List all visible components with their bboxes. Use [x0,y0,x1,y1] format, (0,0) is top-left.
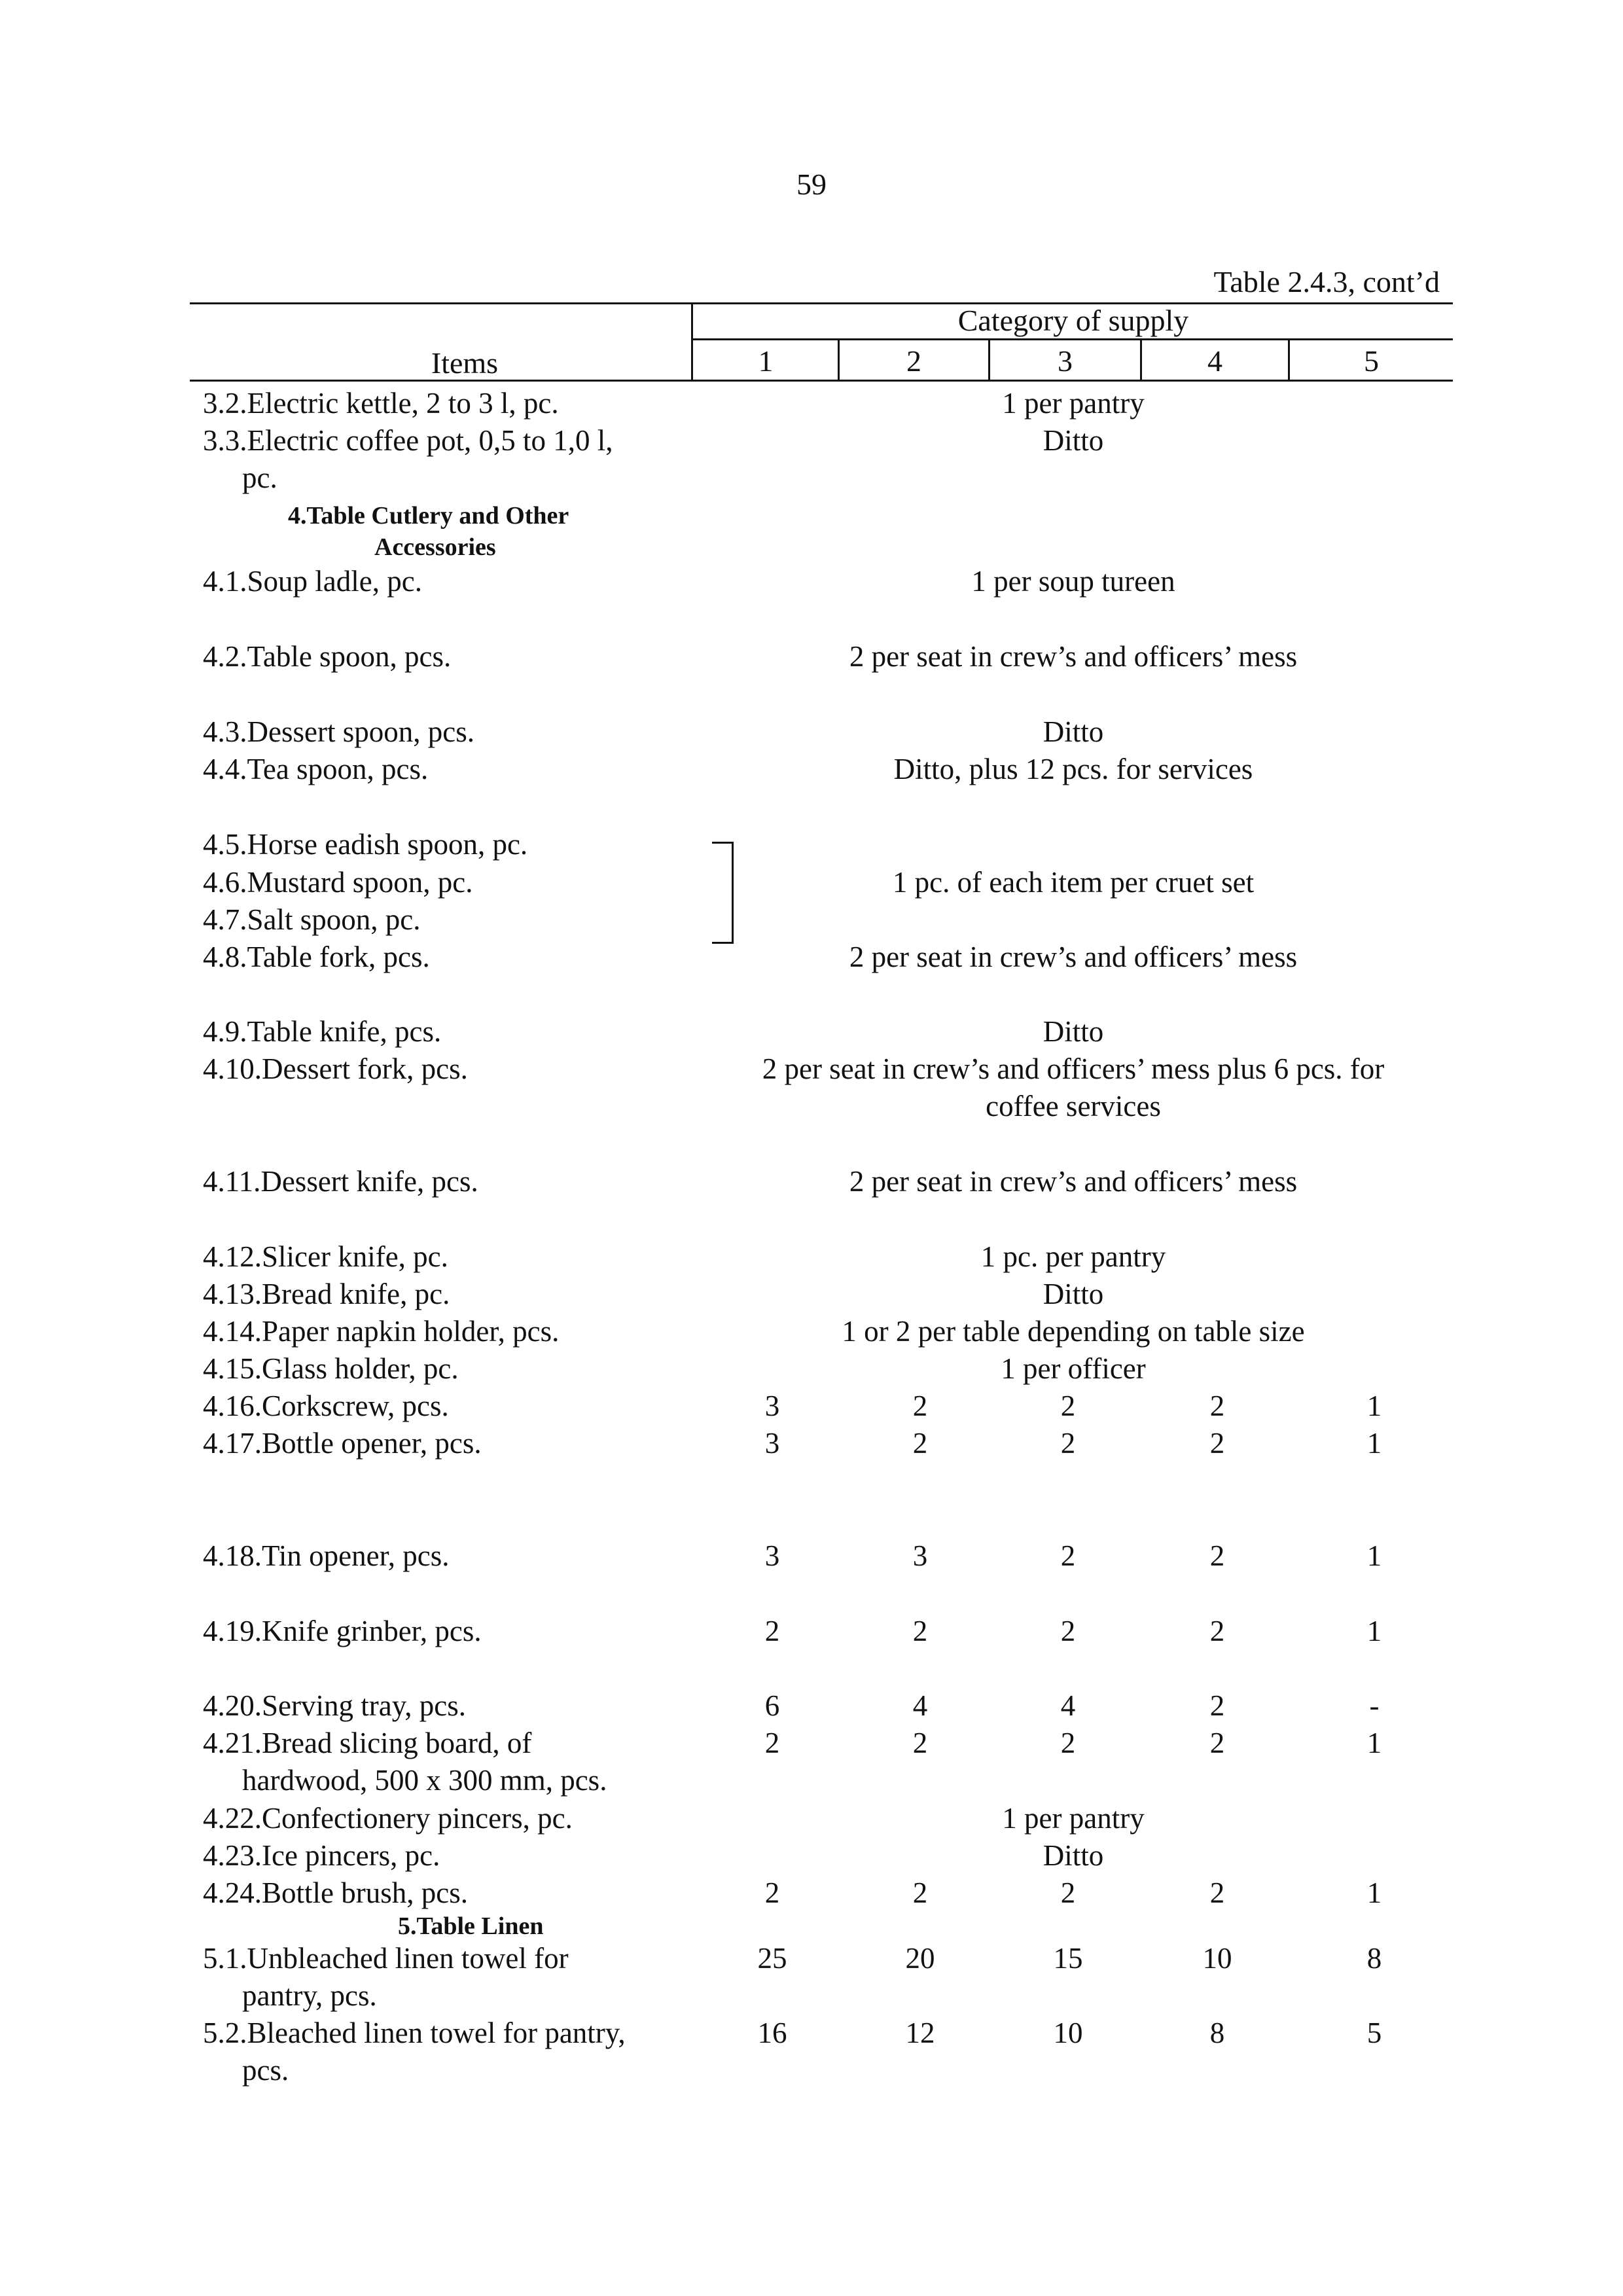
item-name: 4.3.Dessert spoon, pcs. [203,715,474,748]
supply-norm: 2 per seat in crew’s and officers’ mess [849,941,1298,973]
category-2-value: 2 [912,1615,928,1647]
category-1-value: 3 [764,1390,780,1422]
item-name: 5.2.Bleached linen towel for pantry, [203,2017,626,2049]
item-name: 3.2.Electric kettle, 2 to 3 l, pc. [203,387,559,420]
section-heading-continued: Accessories [374,533,496,561]
category-5-value: 1 [1366,1876,1382,1909]
category-4-value: 2 [1209,1615,1225,1647]
category-2-value: 3 [912,1539,928,1572]
category-3-value: 15 [1053,1942,1083,1975]
category-5-value: 8 [1366,1942,1382,1975]
supply-norm: 1 pc. of each item per cruet set [892,866,1255,899]
category-4-value: 2 [1209,1539,1225,1572]
category-3-value: 4 [1060,1689,1076,1722]
item-name: 4.2.Table spoon, pcs. [203,640,452,673]
supply-norm: 1 per pantry [1002,1802,1145,1835]
category-1-value: 6 [764,1689,780,1722]
supply-norm: Ditto [1043,424,1104,457]
supply-norm: 2 per seat in crew’s and officers’ mess plus 6 pcs. for [762,1052,1385,1085]
category-4-value: 2 [1209,1727,1225,1759]
item-name: 5.1.Unbleached linen towel for [203,1942,569,1975]
category-4-value: 2 [1209,1390,1225,1422]
items-column-divider [691,302,693,381]
supply-norm: 2 per seat in crew’s and officers’ mess [849,640,1298,673]
item-name-continued: pc. [242,461,277,494]
item-name: 4.17.Bottle opener, pcs. [203,1427,482,1460]
supply-norm: Ditto, plus 12 pcs. for services [893,753,1253,785]
section-heading: 5.Table Linen [398,1912,544,1940]
category-1-value: 2 [764,1876,780,1909]
column-header-2: 2 [906,344,921,378]
category-4-value: 8 [1209,2017,1225,2049]
supply-norm: Ditto [1043,715,1104,748]
item-name: 4.11.Dessert knife, pcs. [203,1165,478,1198]
column-header-3: 3 [1058,344,1073,378]
category-5-value: - [1369,1689,1380,1722]
column-header-1: 1 [758,344,774,378]
item-name: 4.8.Table fork, pcs. [203,941,430,973]
item-name: 4.12.Slicer knife, pc. [203,1240,448,1273]
category-3-value: 2 [1060,1727,1076,1759]
category-1-value: 25 [757,1942,787,1975]
supply-norm: 2 per seat in crew’s and officers’ mess [849,1165,1298,1198]
category-4-value: 10 [1202,1942,1232,1975]
item-name: 4.15.Glass holder, pc. [203,1352,459,1385]
category-5-value: 1 [1366,1390,1382,1422]
category-2-value: 2 [912,1427,928,1460]
category-4-value: 2 [1209,1876,1225,1909]
item-name: 4.13.Bread knife, pc. [203,1278,450,1310]
category-5-value: 1 [1366,1727,1382,1759]
category-3-value: 2 [1060,1615,1076,1647]
supply-norm: Ditto [1043,1839,1104,1872]
item-name: 4.18.Tin opener, pcs. [203,1539,450,1572]
section-heading: 4.Table Cutlery and Other [288,502,569,529]
category-5-value: 1 [1366,1539,1382,1572]
category-2-value: 4 [912,1689,928,1722]
category-of-supply-header: Category of supply [957,304,1189,337]
supply-norm: 1 per pantry [1002,387,1145,420]
item-name: 4.14.Paper napkin holder, pcs. [203,1315,560,1348]
category-2-value: 2 [912,1876,928,1909]
item-name: 4.4.Tea spoon, pcs. [203,753,429,785]
item-name-continued: pantry, pcs. [242,1979,377,2012]
category-1-value: 3 [764,1539,780,1572]
item-name-continued: hardwood, 500 x 300 mm, pcs. [242,1764,607,1797]
category-3-value: 10 [1053,2017,1083,2049]
item-name: 4.1.Soup ladle, pc. [203,565,422,598]
item-name: 4.16.Corkscrew, pcs. [203,1390,449,1422]
supply-norm: Ditto [1043,1015,1104,1048]
item-name: 4.19.Knife grinber, pcs. [203,1615,482,1647]
column-header-4: 4 [1207,344,1222,378]
item-name: 4.23.Ice pincers, pc. [203,1839,440,1872]
item-name: 4.10.Dessert fork, pcs. [203,1052,468,1085]
table-caption: Table 2.4.3, cont’d [1213,265,1440,298]
item-name: 4.9.Table knife, pcs. [203,1015,442,1048]
category-3-value: 2 [1060,1539,1076,1572]
item-name: 4.5.Horse eadish spoon, pc. [203,828,528,861]
category-5-value: 5 [1366,2017,1382,2049]
category-1-value: 2 [764,1727,780,1759]
supply-norm: 1 pc. per pantry [980,1240,1166,1273]
item-name: 4.6.Mustard spoon, pc. [203,866,473,899]
items-column-header: Items [431,346,499,380]
category-4-value: 2 [1209,1689,1225,1722]
category-2-value: 2 [912,1727,928,1759]
category-2-value: 12 [905,2017,935,2049]
supply-norm: Ditto [1043,1278,1104,1310]
item-name: 4.22.Confectionery pincers, pc. [203,1802,573,1835]
category-2-value: 20 [905,1942,935,1975]
supply-norm: 1 or 2 per table depending on table size [842,1315,1305,1348]
category-5-value: 1 [1366,1427,1382,1460]
category-1-value: 16 [757,2017,787,2049]
category-1-value: 3 [764,1427,780,1460]
page-number: 59 [796,168,827,201]
column-header-5: 5 [1364,344,1379,378]
item-name: 4.20.Serving tray, pcs. [203,1689,467,1722]
category-3-value: 2 [1060,1390,1076,1422]
supply-norm-continued: coffee services [986,1090,1161,1122]
supply-norm: 1 per officer [1001,1352,1146,1385]
category-3-value: 2 [1060,1427,1076,1460]
item-name-continued: pcs. [242,2054,289,2087]
item-name: 4.24.Bottle brush, pcs. [203,1876,468,1909]
category-1-value: 2 [764,1615,780,1647]
category-4-value: 2 [1209,1427,1225,1460]
item-name: 4.21.Bread slicing board, of [203,1727,532,1759]
item-name: 3.3.Electric coffee pot, 0,5 to 1,0 l, [203,424,613,457]
supply-norm: 1 per soup tureen [971,565,1175,598]
category-2-value: 2 [912,1390,928,1422]
category-5-value: 1 [1366,1615,1382,1647]
category-3-value: 2 [1060,1876,1076,1909]
item-name: 4.7.Salt spoon, pc. [203,903,421,936]
